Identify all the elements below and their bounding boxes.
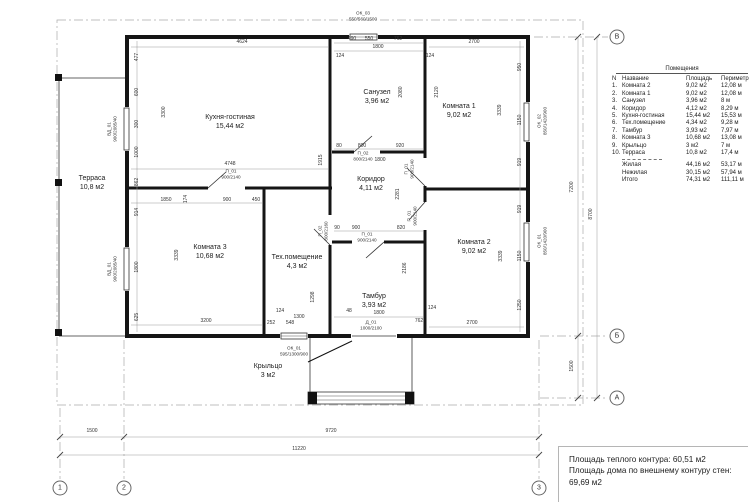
dim-label: 1500: [569, 360, 575, 372]
opening-tag: [360, 320, 382, 331]
row-name: Кухня-гостиная: [622, 113, 665, 120]
dim-label: 9720: [325, 428, 337, 434]
opening-tag-id: П_02: [317, 225, 323, 237]
room-label: [272, 253, 323, 271]
dim-label: 124: [425, 53, 435, 59]
room-label: [193, 243, 226, 261]
room-name: Коридор: [357, 175, 385, 183]
warm-contour-area: Площадь теплого контура: 60,51 м2: [569, 455, 706, 464]
dim-label: 124: [427, 305, 437, 311]
opening-tag-size: 900/2085/40: [112, 116, 117, 142]
room-label: [205, 113, 255, 131]
row-perimeter: 8,29 м: [721, 105, 739, 112]
opening-tag-id: П_01: [406, 210, 412, 222]
table-total-row: [612, 170, 752, 177]
rooms-table-header: [612, 76, 752, 83]
grid-bubble-column: 1: [53, 481, 68, 496]
dim-label: 800: [357, 143, 367, 149]
terrace-post: [55, 74, 62, 81]
dim-label: 174: [183, 194, 189, 204]
terrace-post: [55, 329, 62, 336]
opening-tag-id: ОК_01: [287, 345, 301, 351]
area-notes: [558, 446, 748, 502]
dim-label: 3339: [497, 104, 503, 116]
row-n: 6.: [612, 120, 618, 127]
room-name: Комната 1: [442, 102, 476, 110]
row-area: 10,8 м2: [686, 150, 707, 157]
dim-label: 762: [414, 318, 424, 324]
opening-tag-size: 800/2160: [323, 221, 328, 241]
dim-label: 1800: [373, 310, 385, 316]
opening-tag-id: ОК_02: [536, 114, 542, 128]
dim-label: 625: [134, 312, 140, 322]
dim-label: 3300: [161, 106, 167, 118]
row-n: 2.: [612, 90, 618, 97]
opening-tag: [407, 206, 418, 225]
dim-label: 477: [134, 52, 140, 62]
dim-label: 8700: [588, 208, 594, 220]
table-row: [612, 113, 752, 120]
row-n: 4.: [612, 105, 618, 112]
row-name: Коридор: [622, 105, 646, 112]
total-name: Итого: [622, 177, 638, 184]
opening-tag-size: 900/2140: [409, 159, 414, 179]
room-area: 9,02 м2: [446, 112, 472, 119]
room-label: [457, 238, 490, 256]
dim-label: 1800: [374, 157, 386, 163]
table-row: [612, 83, 752, 90]
dim-label: 2080: [398, 86, 404, 98]
grid-bubble-row: Б: [610, 329, 625, 344]
row-perimeter: 7 м: [721, 142, 731, 149]
table-separator: [622, 159, 662, 160]
room-label: [442, 102, 475, 120]
table-row: [612, 106, 752, 113]
opening-tag: [107, 256, 118, 282]
opening-tag-id: П_01: [403, 163, 409, 175]
dim-label: 252: [266, 320, 276, 326]
row-name: Тамбур: [622, 127, 643, 134]
opening-tag: [357, 232, 376, 243]
room-area: 9,02 м2: [461, 248, 487, 255]
row-perimeter: 17,4 м: [721, 150, 739, 157]
table-total-row: [612, 162, 752, 169]
total-area: 74,31 м2: [686, 177, 711, 184]
room-area: 3,93 м2: [361, 302, 387, 309]
dim-label: 3200: [200, 318, 212, 324]
dim-label: 820: [396, 225, 406, 231]
rooms-table-rows: [612, 83, 752, 157]
opening-tag-size: 1000/2100: [360, 325, 382, 330]
opening-tag: [349, 11, 377, 22]
opening-tag-id: П_02: [357, 150, 369, 156]
opening-tag: [537, 227, 548, 255]
row-name: Комната 1: [622, 90, 651, 97]
dim-label: 914: [134, 207, 140, 217]
rooms-table: [612, 66, 752, 185]
row-perimeter: 9,28 м: [721, 120, 739, 127]
table-row: [612, 143, 752, 150]
row-n: 1.: [612, 83, 618, 90]
dim-label: 4748: [224, 161, 236, 167]
dim-label: 900: [222, 197, 232, 203]
row-name: Терраса: [622, 150, 646, 157]
header-area: Площадь: [686, 76, 713, 82]
rooms-table-title: Помещения: [616, 66, 748, 74]
dim-label: 950: [517, 62, 523, 72]
dim-label: 1800: [372, 44, 384, 50]
total-spacer: [612, 170, 622, 177]
table-row: [612, 135, 752, 142]
dim-label: 2186: [402, 262, 408, 274]
room-area: 3,96 м2: [364, 98, 390, 105]
row-n: 10.: [612, 150, 621, 157]
dim-label: 900: [351, 225, 361, 231]
room-area: 10,68 м2: [195, 253, 225, 260]
table-row: [612, 120, 752, 127]
total-spacer: [612, 162, 622, 169]
opening-tag-id: П_01: [225, 168, 237, 174]
dim-label: 600: [134, 87, 140, 97]
room-label: [357, 175, 385, 193]
row-area: 10,68 м2: [686, 135, 711, 142]
row-area: 9,02 м2: [686, 90, 707, 97]
table-total-row: [612, 177, 752, 184]
opening-tag: [318, 221, 329, 240]
dim-label: 90: [334, 225, 340, 231]
room-name: Кухня-гостиная: [205, 113, 255, 121]
grid-bubble-row: А: [610, 391, 625, 406]
dim-label: 1300: [293, 314, 305, 320]
row-name: Комната 2: [622, 83, 651, 90]
dim-label: 7200: [569, 181, 575, 193]
room-name: Санузел: [363, 88, 391, 96]
opening-tag-size: 900/2140: [221, 174, 241, 179]
header-n: N: [612, 76, 617, 82]
grid-bubble-row: В: [610, 30, 625, 45]
opening-tag-size: 850/1420/900: [542, 106, 547, 136]
dim-label: 548: [285, 320, 295, 326]
room-name: Комната 3: [193, 243, 227, 251]
opening-tag-id: П_01: [361, 231, 373, 237]
opening-tag-id: ОК_01: [536, 234, 542, 248]
row-area: 4,12 м2: [686, 105, 707, 112]
opening-tag: [537, 107, 548, 135]
table-row: [612, 150, 752, 157]
dim-label: 1250: [517, 299, 523, 311]
room-name: Тех.помещение: [271, 253, 323, 261]
total-perimeter: 57,94 м: [721, 169, 742, 176]
row-name: Тех.помещение: [622, 120, 666, 127]
row-area: 4,34 м2: [686, 120, 707, 127]
opening-tag-size: 900/2140: [412, 206, 417, 226]
outer-contour-area: Площадь дома по внешнему контуру стен: 69,69 м2: [569, 466, 732, 487]
total-perimeter: 53,17 м: [721, 162, 742, 169]
total-area: 44,16 м2: [686, 162, 711, 169]
dim-label: 4624: [236, 39, 248, 45]
grid-bubble-column: 3: [532, 481, 547, 496]
dim-label: 1500: [86, 428, 98, 434]
terrace-post: [55, 179, 62, 186]
header-perimeter: Периметр: [721, 76, 749, 82]
room-name: Крыльцо: [253, 362, 283, 370]
row-area: 3,96 м2: [686, 98, 707, 105]
dim-label: 1298: [310, 291, 316, 303]
dim-label: 1915: [318, 154, 324, 166]
room-label: [254, 362, 283, 380]
row-n: 8.: [612, 135, 618, 142]
dim-label: 1850: [160, 197, 172, 203]
total-area: 30,15 м2: [686, 169, 711, 176]
row-name: Крыльцо: [622, 142, 647, 149]
opening-tag-id: ОК_03: [356, 10, 370, 16]
dim-label: 1150: [517, 114, 523, 126]
opening-tag: [353, 151, 372, 162]
opening-tag: [280, 346, 308, 357]
room-area: 4,3 м2: [286, 263, 308, 270]
room-label: [363, 88, 390, 106]
opening-tag: [404, 159, 415, 178]
dim-label: 450: [251, 197, 261, 203]
dim-label: 48: [346, 308, 352, 314]
room-area: 10,8 м2: [79, 184, 105, 191]
dim-label: 11220: [292, 446, 306, 452]
table-row: [612, 98, 752, 105]
dim-label: 3339: [498, 250, 504, 262]
row-n: 5.: [612, 113, 618, 120]
opening-tag-size: 595/1300/900: [279, 351, 309, 356]
header-name: Название: [622, 76, 649, 82]
row-perimeter: 15,53 м: [721, 113, 742, 120]
room-label: [362, 292, 386, 310]
porch-steps: [308, 392, 414, 404]
row-area: 3 м2: [686, 142, 699, 149]
table-row: [612, 128, 752, 135]
opening-tag-size: 900/2085/40: [112, 256, 117, 282]
porch-leader-line: [308, 341, 352, 362]
opening-tag-size: 800/2140: [353, 156, 373, 161]
row-name: Комната 3: [622, 135, 651, 142]
dim-label: 920: [395, 143, 405, 149]
row-area: 15,44 м2: [686, 113, 711, 120]
dim-label: 2700: [468, 39, 480, 45]
row-perimeter: 12,08 м: [721, 83, 742, 90]
room-area: 4,11 м2: [359, 185, 383, 192]
dim-label: 2700: [466, 320, 478, 326]
dim-label: 550: [364, 36, 374, 42]
total-name: Нежилая: [622, 169, 648, 176]
dim-label: 862: [134, 177, 140, 187]
room-label: [79, 174, 106, 192]
row-perimeter: 13,08 м: [721, 135, 742, 142]
dim-label: 300: [134, 119, 140, 129]
dim-label: 919: [517, 204, 523, 214]
dim-label: 2281: [395, 188, 401, 200]
opening-tag-id: ВД_01: [106, 122, 112, 136]
opening-tag-size: 900/2140: [357, 237, 377, 242]
room-name: Комната 2: [457, 238, 491, 246]
total-perimeter: 111,11 м: [721, 177, 744, 184]
rooms-table-totals: [612, 162, 752, 184]
dim-label: 2120: [434, 86, 440, 98]
opening-tag-size: 850/1420/900: [542, 226, 547, 256]
opening-tag: [107, 116, 118, 142]
opening-tag-id: ВД_01: [106, 262, 112, 276]
dim-label: 1150: [517, 250, 523, 262]
total-name: Жилая: [622, 162, 641, 169]
dim-label: 3339: [174, 249, 180, 261]
row-n: 7.: [612, 127, 618, 134]
room-area: 3 м2: [260, 372, 276, 379]
opening-tag-size: 550/560/1500: [348, 16, 378, 21]
row-area: 3,93 м2: [686, 127, 707, 134]
row-name: Санузел: [622, 98, 646, 105]
grid-bubble-column: 2: [117, 481, 132, 496]
row-perimeter: 12,08 м: [721, 90, 742, 97]
row-perimeter: 7,97 м: [721, 127, 739, 134]
room-area: 15,44 м2: [215, 123, 245, 130]
row-perimeter: 8 м: [721, 98, 731, 105]
opening-tag-id: Д_01: [365, 319, 377, 325]
dim-label: 124: [275, 308, 285, 314]
dim-label: 1000: [134, 146, 140, 158]
room-name: Терраса: [78, 174, 106, 182]
dim-label: 80: [336, 143, 342, 149]
table-row: [612, 91, 752, 98]
dim-label: 490: [347, 36, 357, 42]
total-spacer: [612, 177, 622, 184]
dim-label: 124: [335, 53, 345, 59]
opening-tag: [221, 169, 240, 180]
dim-label: 762: [393, 36, 403, 42]
room-name: Тамбур: [362, 292, 386, 300]
row-n: 9.: [612, 142, 618, 149]
row-area: 9,02 м2: [686, 83, 707, 90]
dim-label: 919: [517, 157, 523, 167]
dim-label: 1800: [134, 261, 140, 273]
row-n: 3.: [612, 98, 618, 105]
